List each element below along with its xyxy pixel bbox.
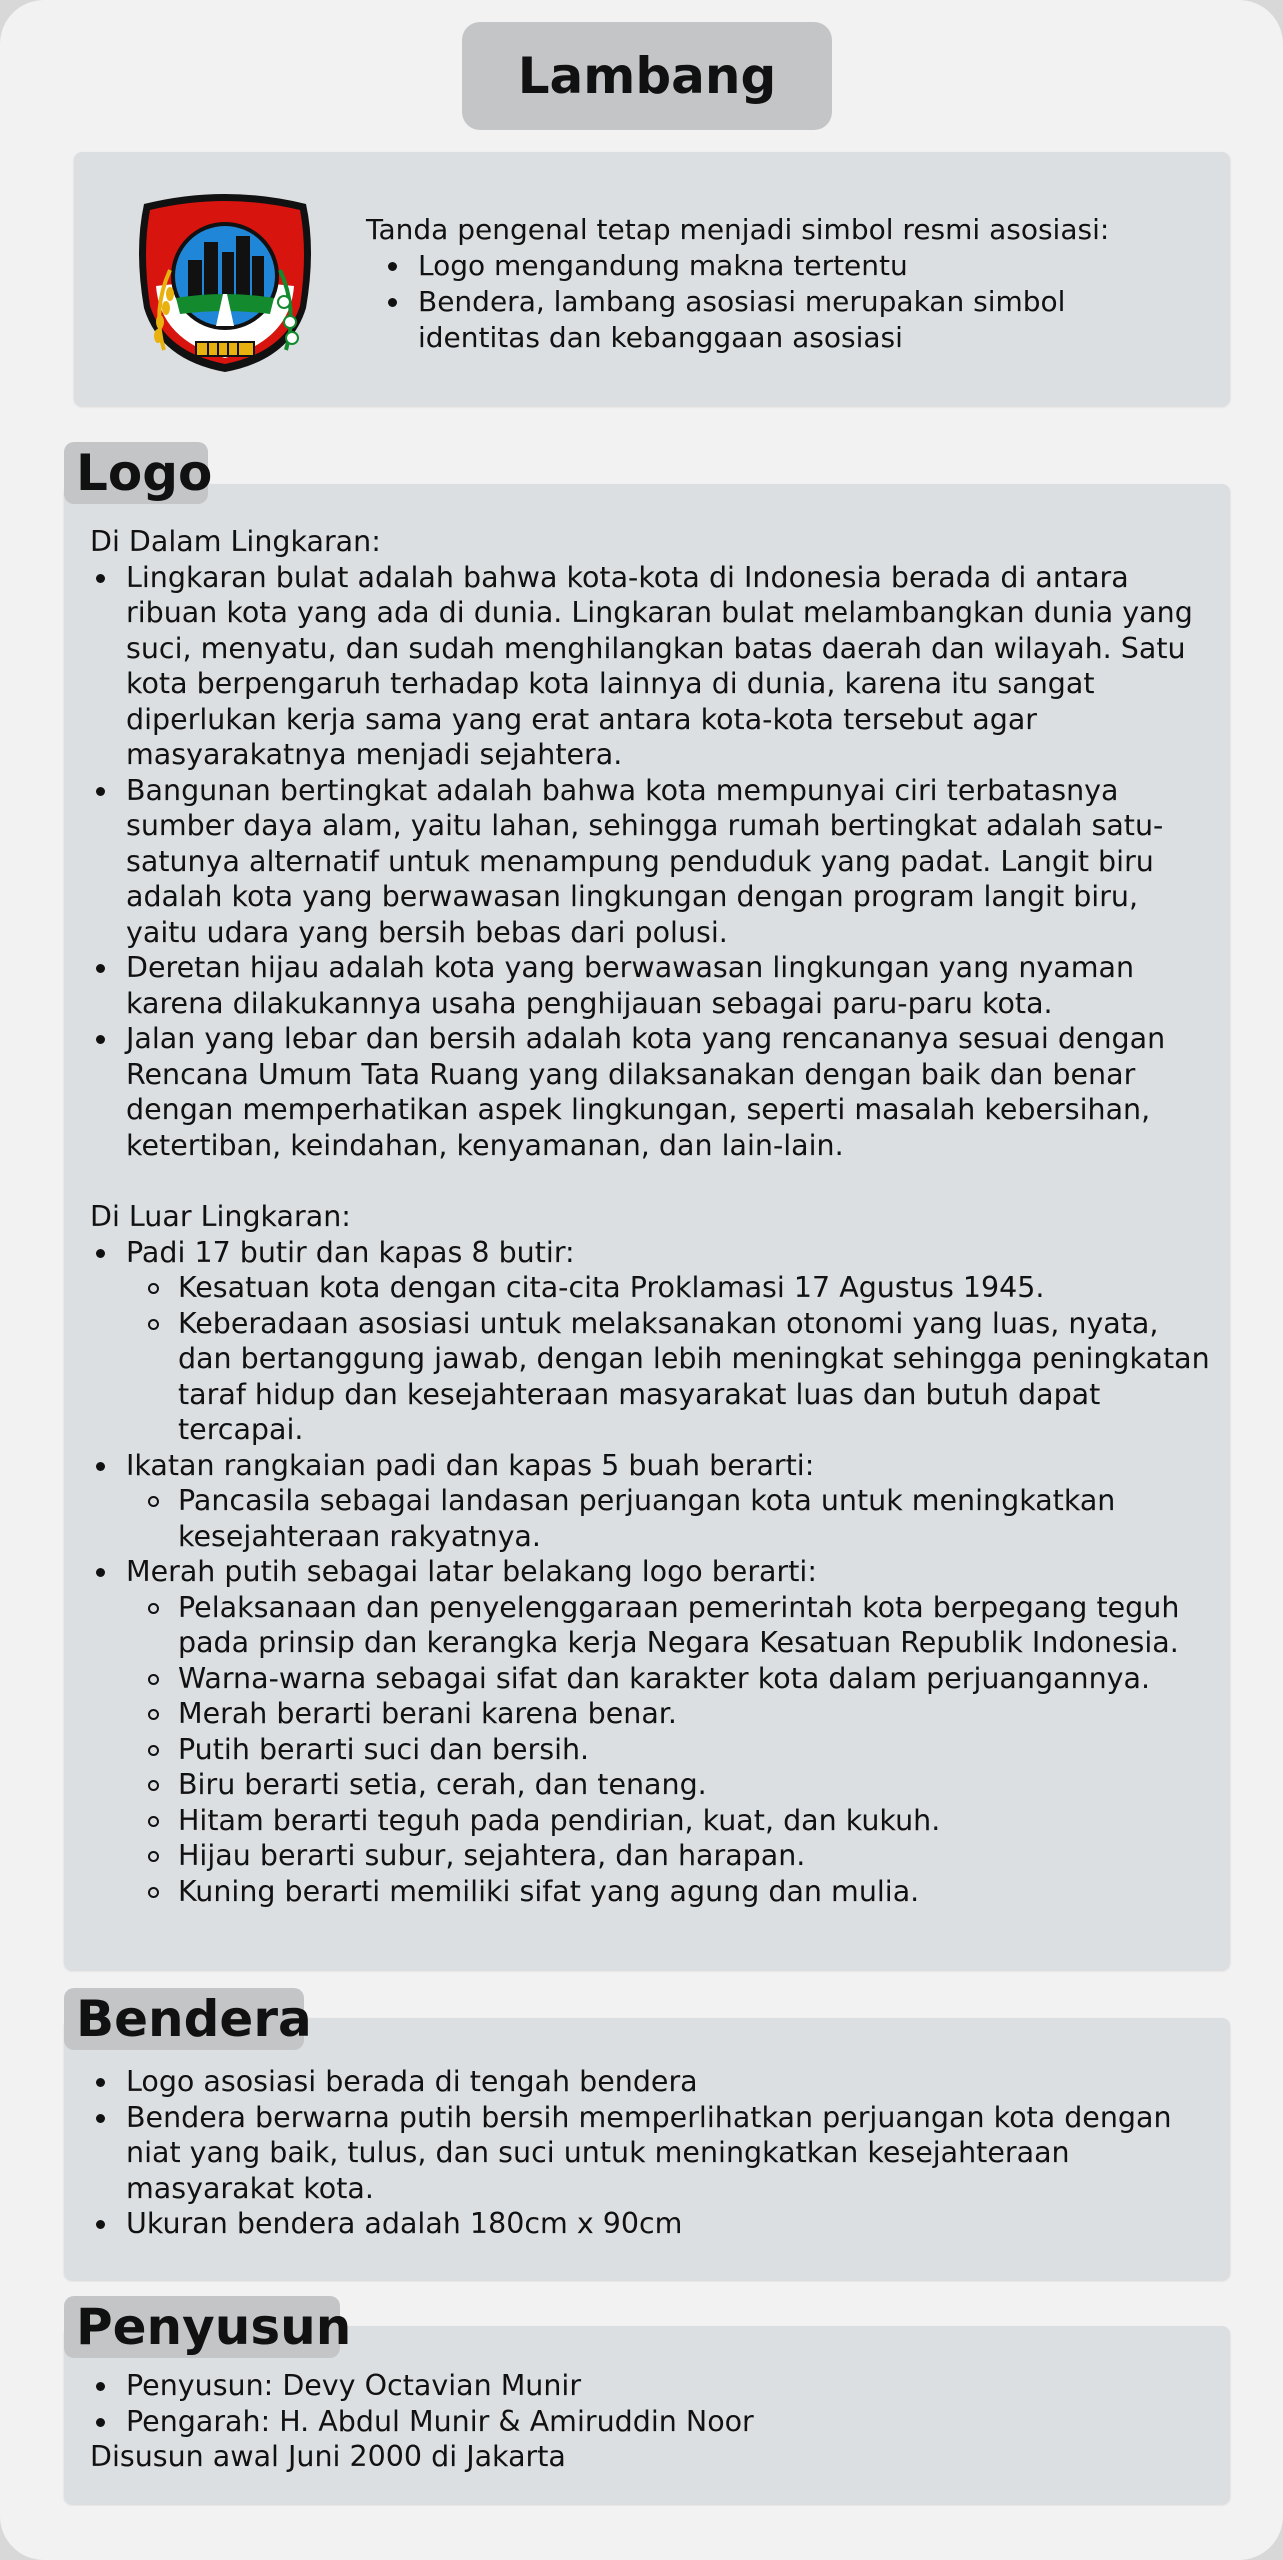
penyusun-list: [90, 2368, 1218, 2439]
sub-list-item: Warna-warna sebagai sifat dan karakter kota dalam perjuangannya.: [142, 1661, 1218, 1697]
sub-list-item: Kuning berarti memiliki sifat yang agung dan mulia.: [142, 1874, 1218, 1910]
bendera-content: [90, 2064, 1218, 2242]
sub-list: [126, 1590, 1218, 1910]
sub-list-item: Pancasila sebagai landasan perjuangan kota untuk meningkatkan kesejahteraan rakyatnya.: [142, 1483, 1218, 1554]
sub-list-item: Merah berarti berani karena benar.: [142, 1696, 1218, 1732]
sub-list-item: Biru berarti setia, cerah, dan tenang.: [142, 1767, 1218, 1803]
sub-list-item: Putih berarti suci dan bersih.: [142, 1732, 1218, 1768]
list-item: Deretan hijau adalah kota yang berwawasan lingkungan yang nyaman karena dilakukannya usaha penghijauan sebagai paru-paru kota.: [90, 950, 1218, 1021]
penyusun-footer: Disusun awal Juni 2000 di Jakarta: [90, 2440, 566, 2473]
intro-lead: Tanda pengenal tetap menjadi simbol resmi asosiasi:: [366, 213, 1110, 246]
logo-content: [90, 524, 1218, 1909]
sub-list-item: Hijau berarti subur, sejahtera, dan harapan.: [142, 1838, 1218, 1874]
list-item: [90, 1448, 1218, 1555]
sub-list: [126, 1483, 1218, 1554]
page-title: Lambang: [462, 22, 832, 130]
list-item: Logo mengandung makna tertentu: [366, 248, 1196, 284]
bendera-list: [90, 2064, 1218, 2242]
outside-heading: Di Luar Lingkaran:: [90, 1200, 351, 1233]
list-item: Logo asosiasi berada di tengah bendera: [90, 2064, 1218, 2100]
list-item: Penyusun: Devy Octavian Munir: [90, 2368, 1218, 2404]
inside-heading: Di Dalam Lingkaran:: [90, 525, 381, 558]
list-item: Bangunan bertingkat adalah bahwa kota mempunyai ciri terbatasnya sumber daya alam, yaitu lahan, sehingga rumah bertingkat adalah satu-satunya alternatif untuk menampung penduduk yang padat. Langit biru adalah kota yang berwawasan lingkungan dengan program langit biru, yaitu udara yang bersih bebas dari polusi.: [90, 773, 1218, 951]
section-heading-penyusun: Penyusun: [64, 2296, 340, 2358]
list-item: Lingkaran bulat adalah bahwa kota-kota di Indonesia berada di antara ribuan kota yang ada di dunia. Lingkaran bulat melambangkan dunia yang suci, menyatu, dan sudah menghilangkan batas daerah dan wilayah. Satu kota berpengaruh terhadap kota lainnya di dunia, karena itu sangat diperlukan kerja sama yang erat antara kota-kota tersebut agar masyarakatnya menjadi sejahtera.: [90, 560, 1218, 773]
intro-list: [366, 248, 1196, 356]
city-emblem-logo: [130, 190, 320, 374]
list-item-text: Padi 17 butir dan kapas 8 butir:: [126, 1235, 575, 1269]
list-item: Pengarah: H. Abdul Munir & Amiruddin Noor: [90, 2404, 1218, 2440]
sub-list: [126, 1270, 1218, 1448]
list-item: Ukuran bendera adalah 180cm x 90cm: [90, 2206, 1218, 2242]
list-item-text: Merah putih sebagai latar belakang logo berarti:: [126, 1555, 817, 1588]
inside-list: [90, 560, 1218, 1164]
section-heading-logo: Logo: [64, 442, 208, 504]
list-item: [90, 1554, 1218, 1909]
list-item: Jalan yang lebar dan bersih adalah kota yang rencananya sesuai dengan Rencana Umum Tata Ruang yang dilaksanakan dengan baik dan benar dengan memperhatikan aspek lingkungan, seperti masalah kebersihan, ketertiban, keindahan, kenyamanan, dan lain-lain.: [90, 1021, 1218, 1163]
list-item: Bendera berwarna putih bersih memperlihatkan perjuangan kota dengan niat yang baik, tulus, dan suci untuk meningkatkan kesejahteraan masyarakat kota.: [90, 2100, 1218, 2207]
intro-text: [366, 212, 1196, 356]
list-item-text: Ikatan rangkaian padi dan kapas 5 buah berarti:: [126, 1448, 815, 1482]
outside-list: [90, 1235, 1218, 1910]
sub-list-item: Pelaksanaan dan penyelenggaraan pemerintah kota berpegang teguh pada prinsip dan kerangka kerja Negara Kesatuan Republik Indonesia.: [142, 1590, 1218, 1661]
list-item: Bendera, lambang asosiasi merupakan simbol identitas dan kebanggaan asosiasi: [366, 284, 1196, 356]
sub-list-item: Keberadaan asosiasi untuk melaksanakan otonomi yang luas, nyata, dan bertanggung jawab, dengan lebih meningkat sehingga peningkatan taraf hidup dan kesejahteraan masyarakat luas dan butuh dapat tercapai.: [142, 1306, 1218, 1448]
penyusun-content: [90, 2368, 1218, 2475]
sub-list-item: Hitam berarti teguh pada pendirian, kuat, dan kukuh.: [142, 1803, 1218, 1839]
section-heading-bendera: Bendera: [64, 1988, 304, 2050]
list-item: [90, 1235, 1218, 1448]
sub-list-item: Kesatuan kota dengan cita-cita Proklamasi 17 Agustus 1945.: [142, 1270, 1218, 1306]
